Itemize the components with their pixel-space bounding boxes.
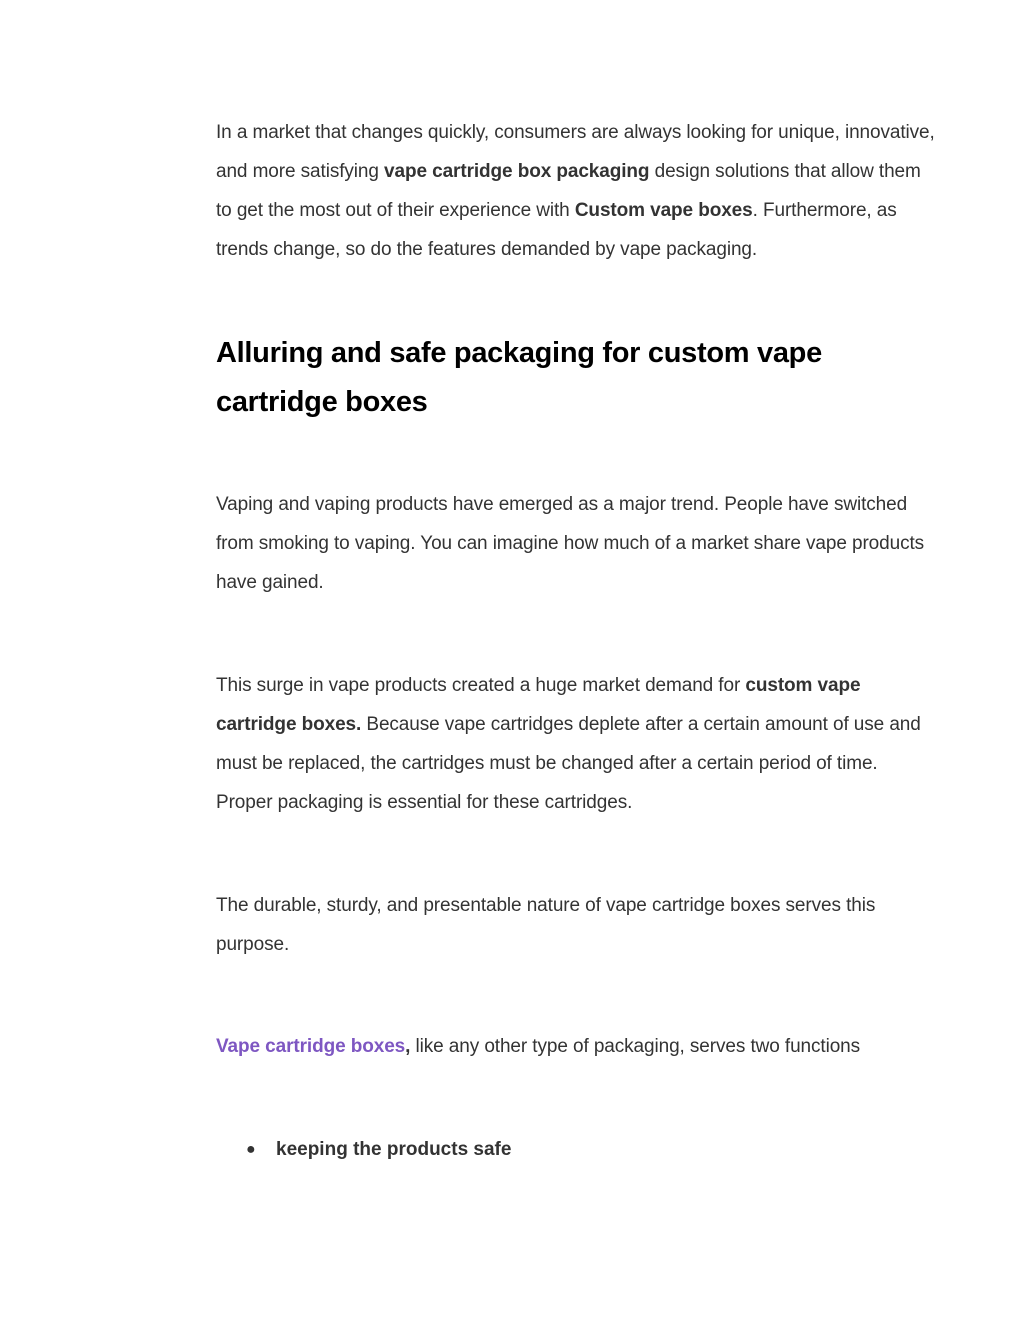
text-span: . Furthermore, as trends change, so do the features demanded by vape packaging. — [216, 200, 897, 260]
text-span: This surge in vape products created a huge market demand for — [216, 675, 746, 696]
body-paragraph — [216, 1027, 936, 1066]
text-span: like any other type of packaging, serves two functions — [410, 1036, 861, 1057]
list-item-text: keeping the products safe — [276, 1139, 512, 1160]
body-paragraph: The durable, sturdy, and presentable nature of vape cartridge boxes serves this purpose. — [216, 895, 876, 955]
bold-phrase: Custom vape boxes — [574, 200, 753, 221]
bold-phrase: vape cartridge box packaging — [384, 161, 650, 182]
text-span: Because vape cartridges deplete after a certain amount of use and must be replaced, the cartridges must be changed after a certain period of time. Proper packaging is essential for these cartridges. — [216, 714, 921, 813]
list-item — [216, 1130, 936, 1169]
document-page — [216, 113, 936, 1169]
section-heading: Alluring and safe packaging for custom vape cartridge boxes — [216, 337, 822, 418]
bold-phrase: custom vape cartridge boxes. — [216, 675, 861, 735]
text-span: In a market that changes quickly, consumers are always looking for unique, innovative, and more satisfying — [216, 122, 935, 182]
intro-paragraph — [216, 113, 936, 269]
bullet-icon: ● — [246, 1141, 256, 1158]
text-span: design solutions that allow them to get the most out of their experience with — [216, 161, 921, 221]
body-paragraph — [216, 666, 936, 822]
body-paragraph: Vaping and vaping products have emerged as a major trend. People have switched from smoking to vaping. You can imagine how much of a market share vape products have gained. — [216, 494, 925, 593]
bullet-list — [216, 1130, 936, 1169]
vape-cartridge-boxes-link[interactable]: Vape cartridge boxes — [216, 1036, 406, 1057]
comma: , — [405, 1036, 411, 1057]
